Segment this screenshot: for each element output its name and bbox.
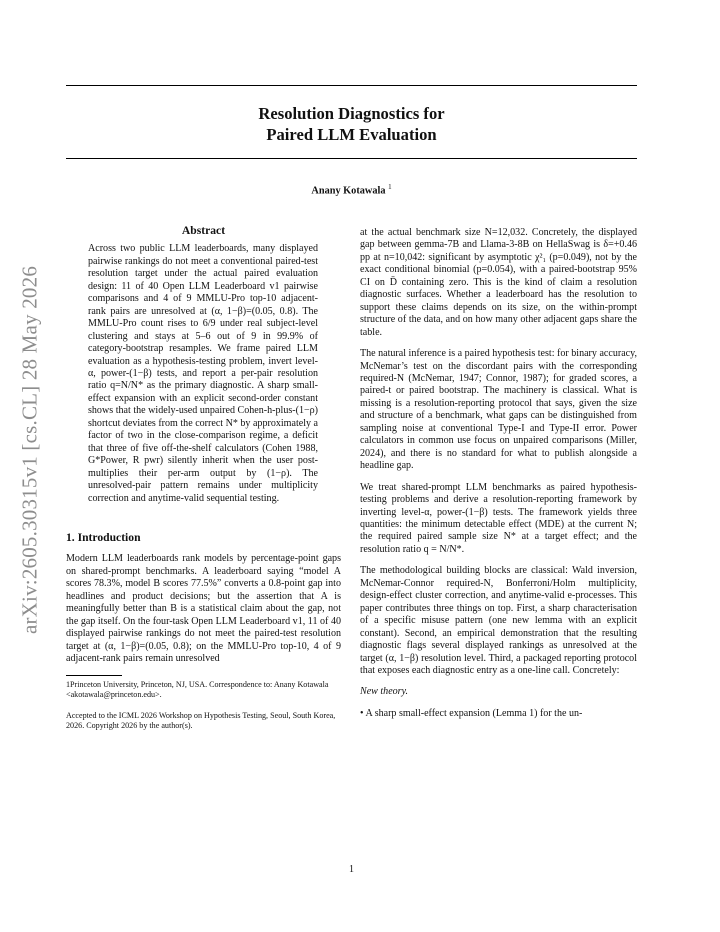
intro-paragraph: Modern LLM leaderboards rank models by percentage-point gaps on shared-prompt benchmarks. A leaderboard saying “model A scores 78.3%, model B scores 77.5%” converts a 0.8-point gap into headlines and product decisions; but the assertion that A is meaningfully better than B is a statistical claim about the gap, not the gap itself. On the four-task Open LLM Leaderboard v1, 11 of 40 displayed pairwise rankings do not meet the paired-test resolution target at (α, 1−β)=(0.05, 0.8); on the MMLU-Pro top-10, 4 of 9 adjacent-rank pairs remain unresolved [66,553,341,665]
footnote-rule [66,675,122,676]
arxiv-id: arXiv:2605.30315v1 [cs.CL] 28 May 2026 [17,265,42,635]
abstract-heading: Abstract [181,224,226,237]
new-theory-label: New theory. [360,686,408,698]
author-affiliation-mark: 1 [388,183,392,191]
section-heading-introduction: 1. Introduction [66,530,141,544]
left-column [66,225,341,731]
top-rule [66,85,637,86]
bullet-icon: • [360,707,366,719]
bullet-text: A sharp small-effect expansion (Lemma 1) for the un- [365,707,583,719]
author-name: Anany Kotawala [311,185,386,197]
intro-paragraph-continued: at the actual benchmark size N=12,032. Concretely, the displayed gap between gemma-7B and Llama-3-8B on HellaSwag is δ=+0.46 pp at n=10,042: significant by asymptotic χ²₁ (p=0.049), not by the exact conditional binomial (p=0.054), with a paired-bootstrap 95% CI on D̄ containing zero. This is the kind of claim a resolution diagnostic surfaces. Whether a leaderboard has the resolution to support these claims depends on its size, on the within-prompt structure of the data, and on how many other adjacent gaps share the table. [360,227,637,338]
acceptance-note: Accepted to the ICML 2026 Workshop on Hypothesis Testing, Seoul, South Korea, 2026. Copyright 2026 by the author(s). [66,710,336,730]
paragraph-paired-inference: The natural inference is a paired hypothesis test: for binary accuracy, McNemar’s test on the discordant pairs with the corresponding required-N (McNemar, 1947; Connor, 1987); for graded scores, a paired-t or paired bootstrap. The machinery is classical. What is missing is a resolution-reporting protocol that says, given the size and structure of a benchmark, what gaps can be distinguished from sampling noise at conventional Type-I and Type-II error. Power calculators in common use focus on unpaired comparisons (Miller, 2024), and there is no standard for what to publish alongside a headline gap. [360,348,637,472]
footnote-affiliation: 1Princeton University, Princeton, NJ, USA. Correspondence to: Anany Kotawala <akotawala@princeton.edu>. [66,679,329,699]
title-line-1: Resolution Diagnostics for [258,104,445,123]
paragraph-contributions: The methodological building blocks are classical: Wald inversion, McNemar-Connor required-N, Bonferroni/Holm multiplicity, design-effect cluster correction, and anytime-valid e-processes. This paper contributes three things on top. First, a sharp characterisation of a specific misuse pattern (one new lemma with an explicit constant). Second, an empirical demonstration that the resulting diagnostic flags several displayed rankings as unresolved at the target (α, 1−β) resolution level. Third, a packaged reporting protocol that exposes each diagnostic entry as a one-line call. Concretely: [360,565,637,676]
paper-title [66,103,637,145]
paragraph-framework: We treat shared-prompt LLM benchmarks as paired hypothesis-testing problems and derive a resolution-reporting framework by inverting level-α, power-(1−β) tests. The framework yields three quantities: the minimum detectable effect (MDE) at the current N; the required paired sample size N* at a target effect; and the resolution ratio q = N/N*. [360,481,637,555]
list-item [360,708,637,720]
author-line [66,183,637,196]
title-line-2: Paired LLM Evaluation [266,125,437,144]
bottom-rule [66,158,637,159]
right-column [360,227,637,720]
abstract-text: Across two public LLM leaderboards, many displayed pairwise rankings do not meet a conventional paired-test resolution target under the actual paired evaluation design: 11 of 40 Open LLM Leaderboard v1 pairwise comparisons and 4 of 9 MMLU-Pro top-10 adjacent-rank pairs are unresolved at (α, 1−β)=(0.05, 0.8). The MMLU-Pro count rises to 6/9 under real subject-level clustering and stays at 5–6 out of 9 in 99.9% of category-bootstrap resamples. We frame paired LLM evaluation as a hypothesis-testing problem, invert level-α, power-(1−β) tests, and report a per-pair resolution ratio q=N/N* as the primary diagnostic. A sharp small-effect expansion with an explicit second-order constant shows that the widely-used unpaired Cohen-h-plus-(1−ρ) shortcut deviates from the correct N* by approximately a factor of two in the close-comparison regime, a deficit that three of five off-the-shelf calculators (Cohen 1988, G*Power, R pwr) silently inherit when the user post-multiplies their per-arm output by (1−ρ). The unresolved-pair pattern remains under multiplicity correction and anytime-valid sequential testing. [88,243,318,504]
page-number: 1 [349,864,354,875]
arxiv-sidebar [0,255,60,645]
